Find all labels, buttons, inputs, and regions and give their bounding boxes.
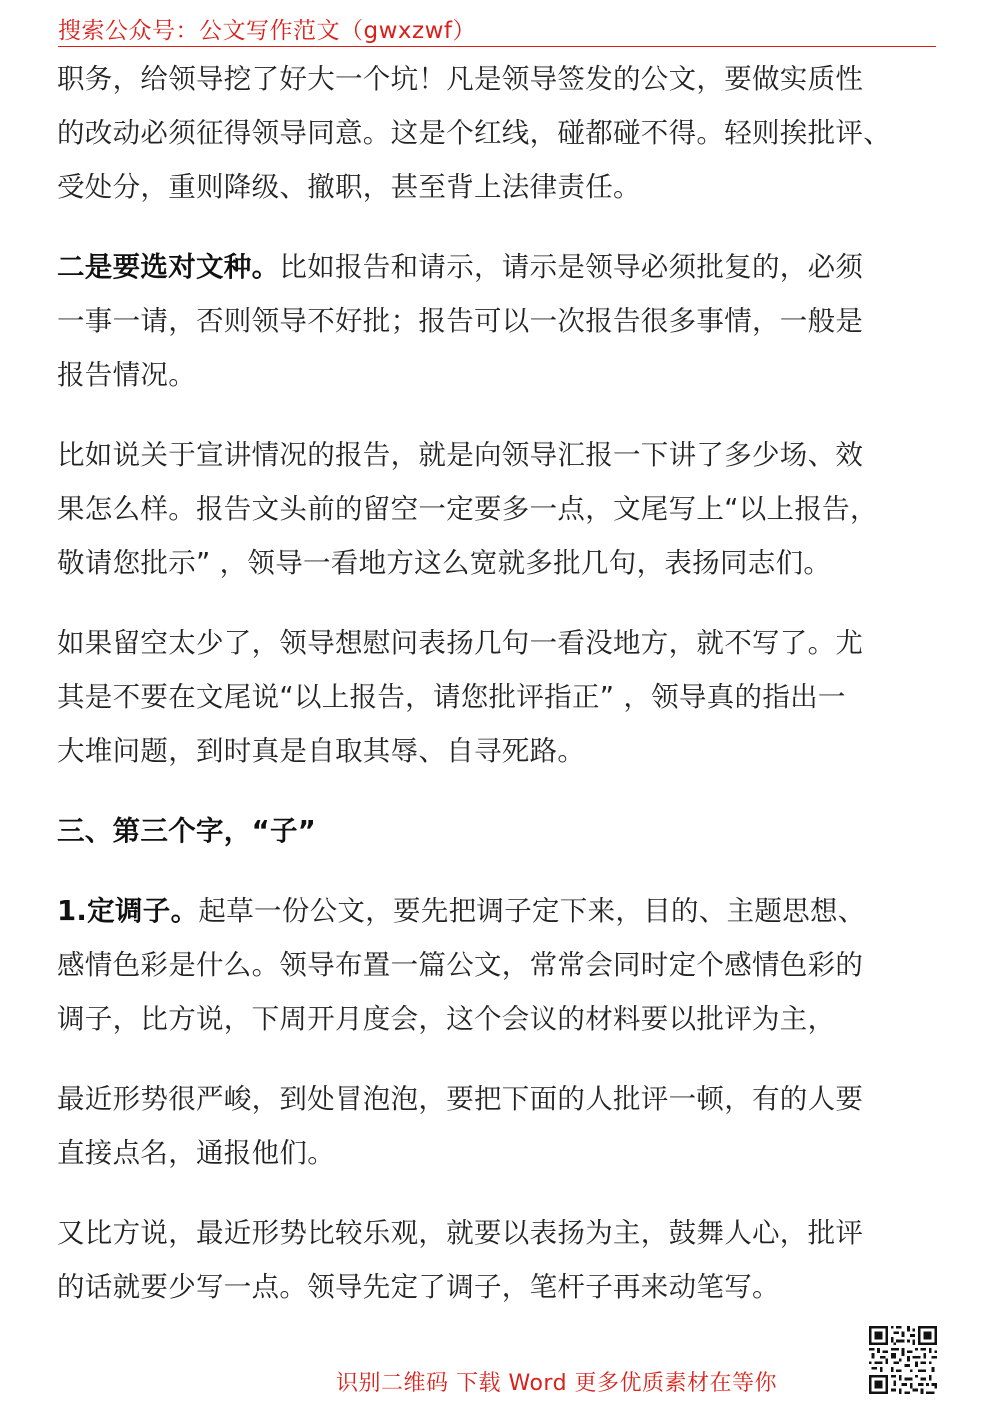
- paragraph-5: [57, 884, 942, 1046]
- text-line: 的话就要少写一点。领导先定了调子，笔杆子再来动笔写。: [57, 1271, 780, 1303]
- text-line: 比如说关于宣讲情况的报告，就是向领导汇报一下讲了多少场、效: [57, 439, 864, 471]
- text-line: 报告情况。: [57, 359, 196, 391]
- text-line: 敬请您批示” ，领导一看地方这么宽就多批几句，表扬同志们。: [57, 547, 832, 579]
- paragraph-2: [57, 240, 942, 402]
- text-line: 职务，给领导挖了好大一个坑！凡是领导签发的公文，要做实质性: [57, 63, 864, 95]
- header-text: 搜索公众号：公文写作范文（gwxzwf）: [58, 18, 477, 44]
- text-line: 一事一请，否则领导不好批；报告可以一次报告很多事情，一般是: [57, 305, 864, 337]
- article-body: [57, 52, 942, 1314]
- text-line: 果怎么样。报告文头前的留空一定要多一点，文尾写上“以上报告，: [57, 493, 878, 525]
- bold-lead: 1.定调子。: [57, 895, 199, 927]
- text-line: 感情色彩是什么。领导布置一篇公文，常常会同时定个感情色彩的: [57, 949, 864, 981]
- text-line: 如果留空太少了，领导想慰问表扬几句一看没地方，就不写了。尤: [57, 627, 864, 659]
- bold-lead: 二是要选对文种。: [57, 251, 280, 283]
- paragraph-6: [57, 1072, 942, 1180]
- page-header: [58, 8, 936, 47]
- text-line: 又比方说，最近形势比较乐观，就要以表扬为主，鼓舞人心，批评: [57, 1217, 864, 1249]
- text-line: [57, 884, 942, 938]
- paragraph-3: [57, 428, 942, 590]
- paragraph-4: [57, 616, 942, 778]
- text-line-rest: 比如报告和请示，请示是领导必须批复的，必须: [279, 251, 864, 283]
- paragraph-1: [57, 52, 942, 214]
- text-line: 直接点名，通报他们。: [57, 1137, 335, 1169]
- text-line: 受处分，重则降级、撤职，甚至背上法律责任。: [57, 171, 641, 203]
- text-line: 的改动必须征得领导同意。这是个红线，碰都碰不得。轻则挨批评、: [57, 117, 891, 149]
- footer-promo-text: 识别二维码 下载 Word 更多优质素材在等你: [336, 1371, 778, 1396]
- text-line: 其是不要在文尾说“以上报告，请您批评指正” ，领导真的指出一: [57, 681, 846, 713]
- text-line: 调子，比方说，下周开月度会，这个会议的材料要以批评为主，: [57, 1003, 836, 1035]
- text-line: 大堆问题，到时真是自取其辱、自寻死路。: [57, 735, 586, 767]
- section-heading: [57, 804, 942, 858]
- qr-code-icon[interactable]: [869, 1326, 937, 1394]
- section-heading-text: 三、第三个字，“子”: [57, 815, 317, 847]
- text-line: 最近形势很严峻，到处冒泡泡，要把下面的人批评一顿，有的人要: [57, 1083, 864, 1115]
- paragraph-7: [57, 1206, 942, 1314]
- text-line: [57, 240, 942, 294]
- text-line-rest: 起草一份公文，要先把调子定下来，目的、主题思想、: [198, 895, 866, 927]
